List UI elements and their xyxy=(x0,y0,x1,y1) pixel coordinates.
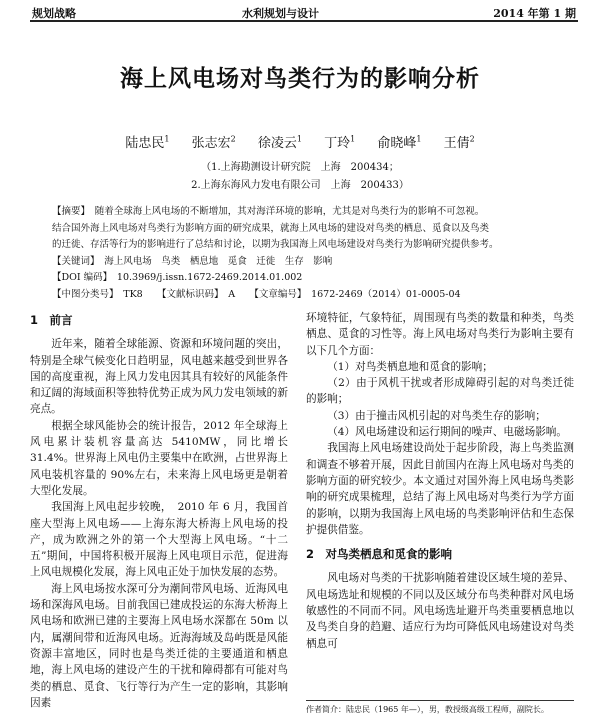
left-column xyxy=(30,310,288,711)
keywords-line: 【关键词】 海上风电场 鸟类 栖息地 觅食 迁徙 生存 影响 xyxy=(52,255,333,267)
author: 陆忠民$^1$ xyxy=(125,134,170,151)
header-section: 规划战略 xyxy=(32,7,76,20)
doi-line: 【DOI 编码】 10.3969/j.issn.1672-2469.2014.01.002 xyxy=(52,272,303,283)
abstract-line: 结合国外海上风电场对鸟类行为影响方面的研究成果，就海上风电场的建设对鸟类的栖息、觅食以及鸟类 xyxy=(52,222,490,234)
author: 张志宏$^2$ xyxy=(191,134,236,151)
author: 徐凌云$^1$ xyxy=(257,134,302,151)
running-header xyxy=(30,2,578,22)
author: 丁玲$^1$ xyxy=(324,134,356,151)
list-item: （2）由于风机干扰或者形成障碍引起的对鸟类迁徙的影响； xyxy=(306,377,574,406)
abstract-block xyxy=(52,204,552,303)
section-heading-2: 2 对鸟类栖息和觅食的影响 xyxy=(306,547,453,562)
header-journal: 水利规划与设计 xyxy=(242,7,319,20)
author-list xyxy=(0,132,600,151)
abstract-line: 的迁徙、存活等行为的影响进行了总结和讨论，以期为我国海上风电场建设对鸟类行为影响研究提供参考。 xyxy=(52,239,499,250)
paragraph: 我国海上风电起步较晚， 2010 年 6 月，我国首座大型海上风电场——上海东海大桥海上风电场的投产，成为欧洲之外的第一个大型海上风电场。“十二五”期间，中国将积极开展海上风电项目示范，促进海上风电规模化发展，海上风电正处于加快发展的态势。 xyxy=(30,501,288,579)
author: 俞晓峰$^1$ xyxy=(377,134,422,151)
paragraph: 根据全球风能协会的统计报告，2012 年全球海上风电累计装机容量高达 5410MW，同比增长 31.4%。世界海上风电仍主要集中在欧洲，占世界海上风电装机容量的 90%左右，未来海上风电场更是朝着大型化发展。 xyxy=(30,419,288,497)
paragraph: 环境特征，气象特征，周围现有鸟类的数量和种类，鸟类栖息、觅食的习性等。海上风电场对鸟类行为影响主要有以下几个方面： xyxy=(306,312,574,357)
paragraph: 海上风电场按水深可分为潮间带风电场、近海风电场和深海风电场。目前我国已建成投运的东海大桥海上风电场和欧洲已建的主要海上风电场水深都在 50m 以内，属潮间带和近海风电场。近海海域及岛屿既是风能资源丰富地区，同时也是鸟类迁徙的主要通道和栖息地，海上风电场的建设产生的干扰和障碍都有可能对鸟类的栖息、觅食、飞行等行为产生一定的影响，其影响因素 xyxy=(30,582,288,709)
list-item: （4）风电场建设和运行期间的噪声、电磁场影响。 xyxy=(327,426,567,439)
paper-title: 海上风电场对鸟类行为的影响分析 xyxy=(120,66,480,92)
classification-line: 【中图分类号】 TK8 【文献标识码】 A 【文章编号】 1672-2469（2014）01-0005-04 xyxy=(52,288,461,300)
author-footnote: 作者简介：陆忠民（1965 年—），男，教授级高级工程师，副院长。 xyxy=(306,700,574,715)
section-heading-1: 1 前言 xyxy=(30,313,73,327)
affiliation-1: （1.上海勘测设计研究院 上海 200434； xyxy=(201,162,399,173)
list-item: （3）由于撞击风机引起的对鸟类生存的影响； xyxy=(327,409,546,422)
abstract-line: 【摘要】 随着全球海上风电场的不断增加，其对海洋环境的影响，尤其是对鸟类行为的影响不可忽视。 xyxy=(52,206,485,217)
paragraph: 风电场对鸟类的干扰影响随着建设区域生境的差异、风电场选址和规模的不同以及区域分布鸟类种群对风电场敏感性的不同而不同。风电场选址避开鸟类重要栖息地以及鸟类自身的趋避、适应行为均可降低风电场建设对鸟类栖息可 xyxy=(306,572,574,650)
paragraph: 近年来，随着全球能源、资源和环境问题的突出，特别是全球气候变化日趋明显，风电越来越受到世界各国的高度重视，海上风力发电因其具有较好的风能条件和辽阔的海域面积等独特优势正成为风力发电领域的新亮点。 xyxy=(30,338,288,416)
right-column xyxy=(306,310,574,652)
header-issue: 2014 年第 1 期 xyxy=(493,7,576,20)
affiliation-2: 2.上海东海风力发电有限公司 上海 200433） xyxy=(191,180,409,191)
author: 王倩$^2$ xyxy=(443,134,475,151)
list-item: （1）对鸟类栖息地和觅食的影响； xyxy=(327,360,493,373)
paragraph: 我国海上风电场建设尚处于起步阶段，海上鸟类监测和调查不够着开展，因此目前国内在海上风电场对鸟类的影响方面的研究较少。本文通过对国外海上风电场鸟类影响的研究成果梳理，总结了海上风电场对鸟类行为学方面的影响，以期为我国海上风电场的鸟类影响评估和生态保护提供借鉴。 xyxy=(306,442,574,536)
